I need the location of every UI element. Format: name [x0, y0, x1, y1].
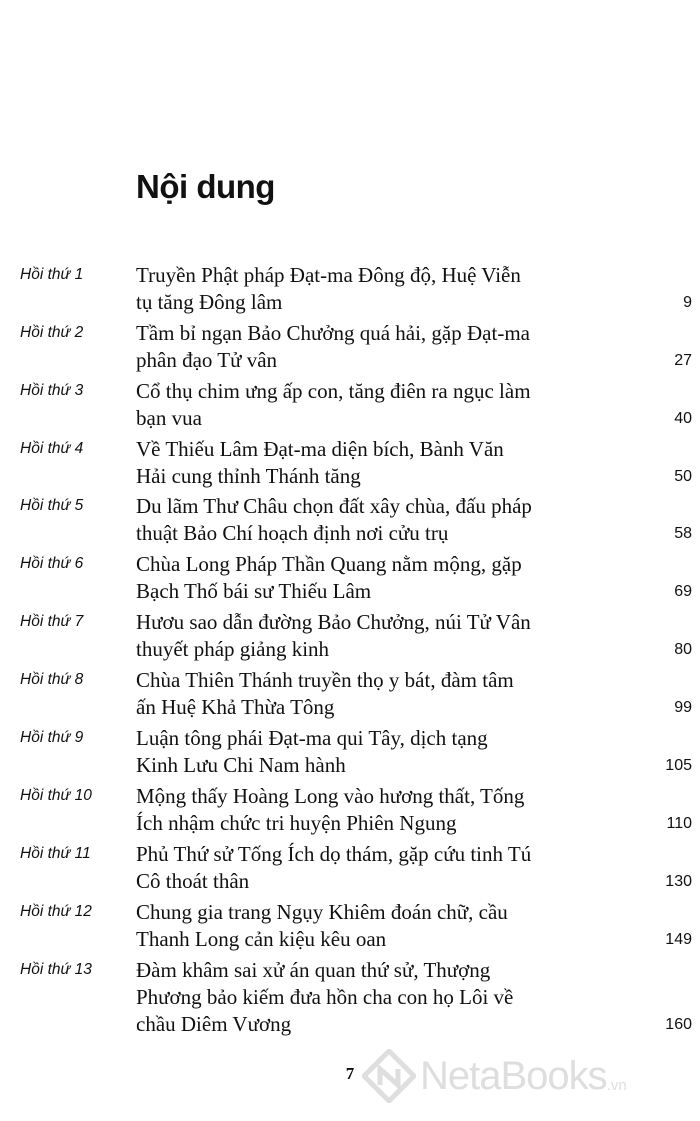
toc-entry-label: Hồi thứ 6	[20, 555, 84, 572]
toc-entry	[0, 493, 700, 547]
toc-entry-label: Hồi thứ 12	[20, 903, 92, 920]
toc-entry-page: 80	[674, 641, 692, 658]
toc-entry-page: 27	[674, 352, 692, 369]
toc-entry-label: Hồi thứ 10	[20, 787, 92, 804]
toc-entry-page: 69	[674, 583, 692, 600]
toc-entry-label: Hồi thứ 8	[20, 671, 84, 688]
toc-entry-page: 40	[674, 410, 692, 427]
toc-entry	[0, 667, 700, 721]
toc-entry-label: Hồi thứ 1	[20, 266, 84, 283]
toc-entry	[0, 841, 700, 895]
toc-entry	[0, 725, 700, 779]
watermark	[362, 1048, 692, 1104]
toc-entry-label: Hồi thứ 13	[20, 961, 92, 978]
toc-entry	[0, 783, 700, 837]
toc-entry	[0, 899, 700, 953]
page-title: Nội dung	[136, 168, 275, 205]
toc-entry	[0, 320, 700, 374]
toc-entry-label: Hồi thứ 9	[20, 729, 84, 746]
toc-entry-label: Hồi thứ 3	[20, 382, 84, 399]
toc-entry-label: Hồi thứ 11	[20, 845, 91, 862]
toc-entry-title: Chùa Long Pháp Thần Quang nằm mộng, gặp Bạch Thố bái sư Thiếu Lâm	[136, 552, 522, 603]
netabooks-logo-icon	[362, 1049, 416, 1103]
page-number: 7	[345, 1064, 355, 1083]
toc-entry-title: Đàm khâm sai xử án quan thứ sử, Thượng Phương bảo kiếm đưa hồn cha con họ Lôi về chầu Diêm Vương	[136, 958, 514, 1036]
watermark-brand: NetaBooks	[420, 1053, 607, 1098]
toc-entry	[0, 436, 700, 490]
toc-entry-title: Tầm bỉ ngạn Bảo Chưởng quá hải, gặp Đạt-ma phân đạo Tử vân	[136, 321, 530, 372]
toc-entry-title: Về Thiếu Lâm Đạt-ma diện bích, Bành Văn Hải cung thỉnh Thánh tăng	[136, 437, 504, 488]
toc-entry-page: 160	[665, 1016, 692, 1033]
toc-entry	[0, 378, 700, 432]
toc-entry-label: Hồi thứ 2	[20, 324, 84, 341]
toc-entry-label: Hồi thứ 7	[20, 613, 84, 630]
toc-entry	[0, 609, 700, 663]
toc-entry	[0, 957, 700, 1038]
toc-entry-page: 105	[665, 757, 692, 774]
toc-entry	[0, 551, 700, 605]
toc-entry-page: 110	[666, 815, 692, 832]
toc-entry-page: 9	[683, 294, 692, 311]
toc-entry-page: 58	[674, 525, 692, 542]
toc-entry-page: 130	[665, 873, 692, 890]
toc-entry-title: Cổ thụ chim ưng ấp con, tăng điên ra ngục làm bạn vua	[136, 379, 531, 430]
toc-entry-page: 50	[674, 468, 692, 485]
toc-entry-page: 99	[674, 699, 692, 716]
toc-entry-title: Mộng thấy Hoàng Long vào hương thất, Tống Ích nhậm chức tri huyện Phiên Ngung	[136, 784, 525, 835]
toc-entry-label: Hồi thứ 4	[20, 440, 84, 457]
toc-entry-title: Luận tông phái Đạt-ma qui Tây, dịch tạng Kinh Lưu Chi Nam hành	[136, 726, 488, 777]
toc-entry	[0, 262, 700, 316]
watermark-tld: .vn	[606, 1077, 627, 1094]
toc-entry-page: 149	[665, 931, 692, 948]
toc-entry-title: Chung gia trang Ngụy Khiêm đoán chữ, cầu Thanh Long cản kiệu kêu oan	[136, 900, 508, 951]
toc-entry-title: Hươu sao dẫn đường Bảo Chưởng, núi Tử Vân thuyết pháp giảng kinh	[136, 610, 531, 661]
toc-entry-title: Truyền Phật pháp Đạt-ma Đông độ, Huệ Viễn tụ tăng Đông lâm	[136, 263, 521, 314]
toc-entry-title: Du lãm Thư Châu chọn đất xây chùa, đấu pháp thuật Bảo Chí hoạch định nơi cửu trụ	[136, 494, 532, 545]
toc-entry-title: Phủ Thứ sử Tống Ích dọ thám, gặp cứu tinh Tú Cô thoát thân	[136, 842, 532, 893]
toc-entry-label: Hồi thứ 5	[20, 497, 84, 514]
toc-entry-title: Chùa Thiên Thánh truyền thọ y bát, đàm tâm ấn Huệ Khả Thừa Tông	[136, 668, 514, 719]
